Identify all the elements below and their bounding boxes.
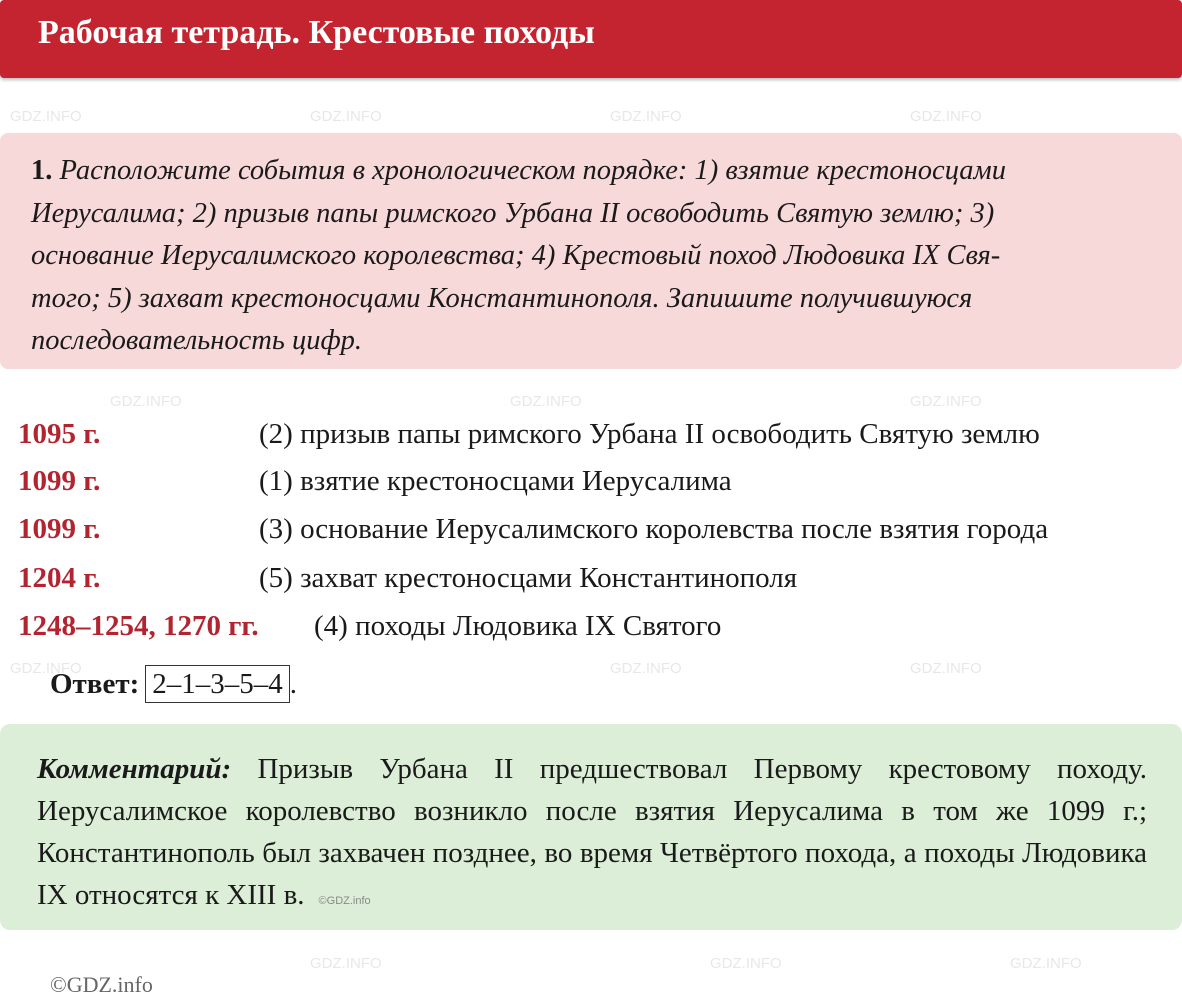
event-text: (5) захват крестоносцами Константинополя — [259, 562, 798, 594]
comment-label: Комментарий: — [37, 753, 232, 785]
event-row — [18, 610, 1168, 654]
page-title: Рабочая тетрадь. Крестовые походы — [38, 14, 595, 51]
event-year: 1095 г. — [18, 418, 101, 450]
watermark: GDZ.INFO — [910, 393, 982, 410]
event-text: (3) основание Иерусалимского королевства после взятия города — [259, 513, 1049, 545]
watermark: GDZ.INFO — [510, 393, 582, 410]
watermark: GDZ.INFO — [710, 955, 782, 972]
comment-text — [37, 748, 1147, 922]
event-row — [18, 418, 1168, 462]
answer-value: 2–1–3–5–4 — [145, 665, 290, 703]
event-row — [18, 562, 1168, 606]
watermark: GDZ.INFO — [310, 108, 382, 125]
watermark: GDZ.INFO — [1010, 955, 1082, 972]
task-body: Расположите события в хронологическом порядке: 1) взятие крестоносцами Иерусалима; 2) призыв папы римского Урбана II освободить Святую землю; 3) основание Иерусалимского королевства; 4) Крестовый поход Людовика IX Свя- того; 5) захват крестоносцами Константинополя. Запишите получившуюся последовательность цифр. — [31, 155, 1006, 356]
watermark: GDZ.INFO — [10, 108, 82, 125]
watermark: GDZ.INFO — [310, 955, 382, 972]
page-header — [0, 0, 1182, 78]
event-text: (2) призыв папы римского Урбана II освободить Святую землю — [259, 418, 1040, 450]
event-year: 1248–1254, 1270 гг. — [18, 610, 259, 642]
event-row — [18, 465, 1168, 509]
event-year: 1099 г. — [18, 513, 101, 545]
answer — [50, 665, 297, 703]
task-number: 1. — [31, 155, 53, 186]
watermark: GDZ.INFO — [610, 660, 682, 677]
watermark: GDZ.INFO — [10, 660, 82, 677]
inline-watermark: ©GDZ.info — [318, 895, 371, 907]
event-year: 1099 г. — [18, 465, 101, 497]
event-row — [18, 513, 1168, 557]
watermark: GDZ.INFO — [910, 660, 982, 677]
event-text: (1) взятие крестоносцами Иерусалима — [259, 465, 732, 497]
event-text: (4) походы Людовика IX Святого — [314, 610, 722, 642]
task-text — [31, 150, 1151, 363]
watermark: GDZ.INFO — [110, 393, 182, 410]
watermark: GDZ.INFO — [910, 108, 982, 125]
comment-body: Призыв Урбана II предшествовал Первому крестовому походу. Иерусалимское королевство возникло после взятия Иерусалима в том же 1099 г.; Константинополь был захвачен позднее, во время Четвёртого похода, а походы Людовика IX относятся к XIII в. — [37, 753, 1147, 911]
footer-watermark: ©GDZ.info — [50, 972, 153, 997]
answer-suffix: . — [289, 668, 297, 700]
event-year: 1204 г. — [18, 562, 101, 594]
watermark: GDZ.INFO — [610, 108, 682, 125]
answer-label: Ответ: — [50, 668, 140, 700]
